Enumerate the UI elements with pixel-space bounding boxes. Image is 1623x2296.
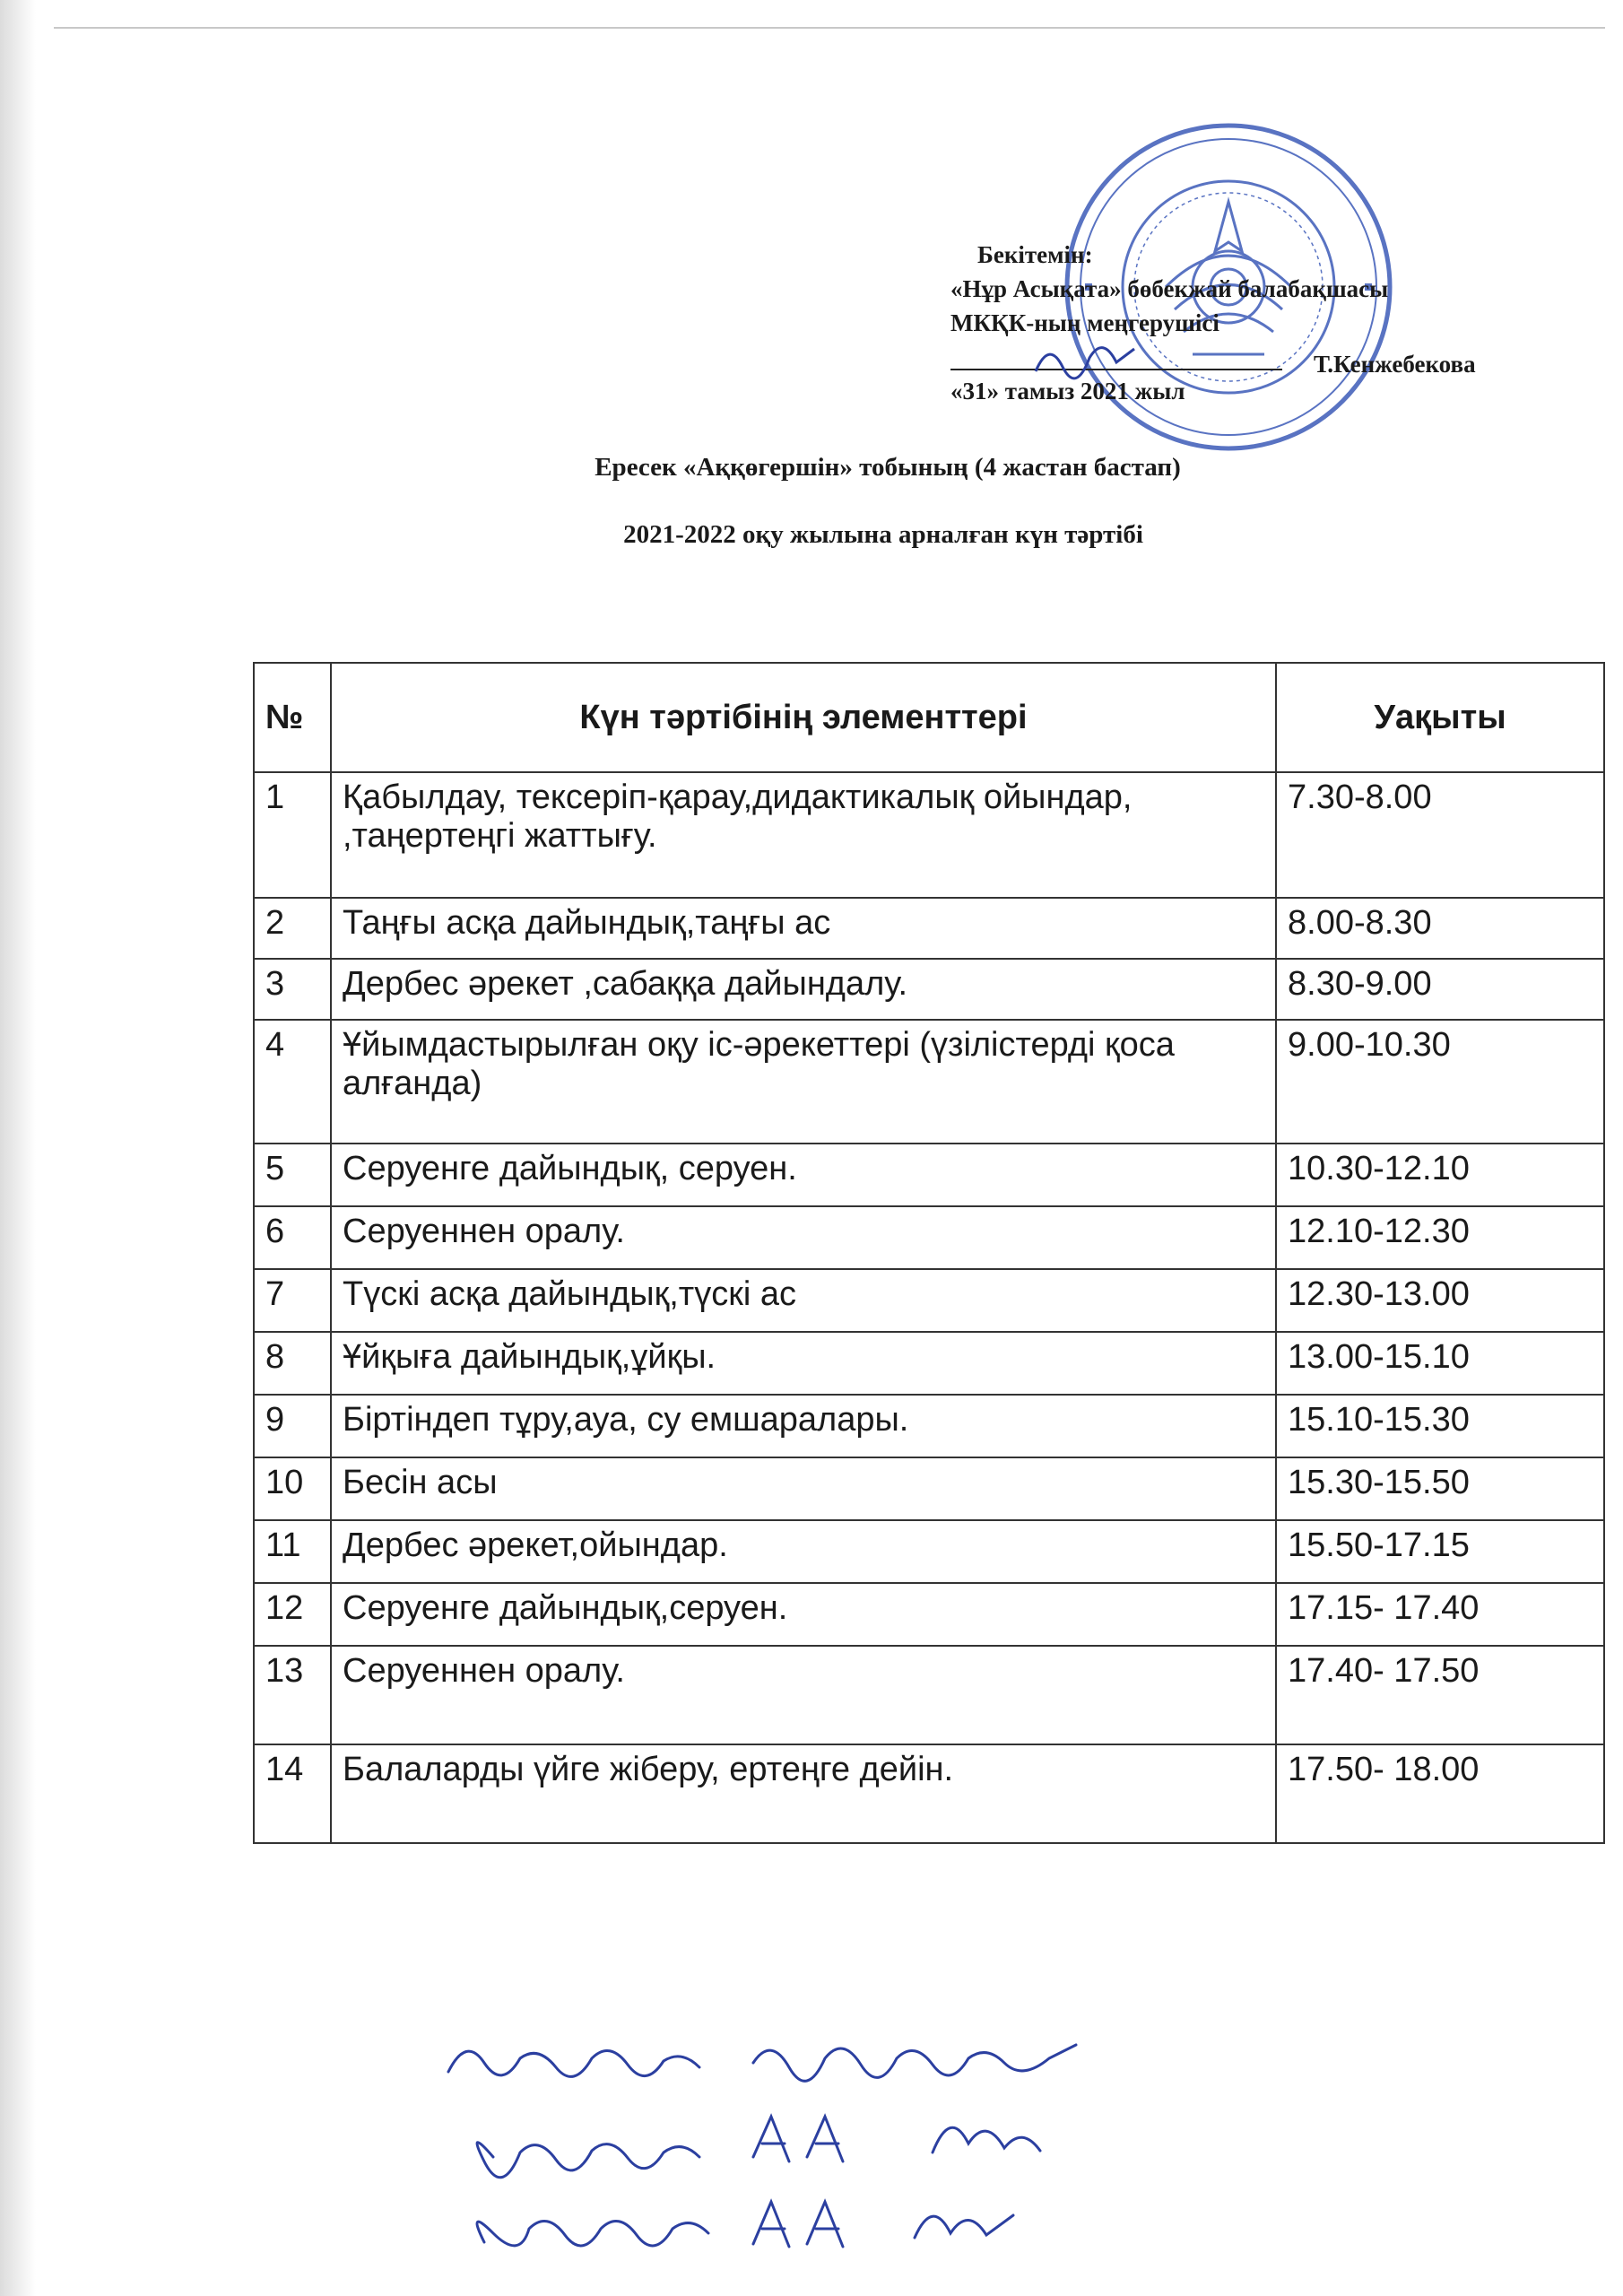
row-time: 15.10-15.30: [1276, 1395, 1604, 1457]
row-time: 17.50- 18.00: [1276, 1744, 1604, 1843]
row-number: 8: [254, 1332, 331, 1395]
row-number: 10: [254, 1457, 331, 1520]
row-number: 4: [254, 1020, 331, 1144]
table-row: [254, 959, 1604, 1020]
row-number: 6: [254, 1206, 331, 1269]
row-number: 7: [254, 1269, 331, 1332]
handwritten-teachers-note: [430, 2009, 1237, 2278]
table-row: [254, 1144, 1604, 1206]
scan-edge: [0, 0, 36, 2296]
table-row: [254, 1269, 1604, 1332]
row-time: 9.00-10.30: [1276, 1020, 1604, 1144]
approval-date: «31» тамыз 2021 жыл: [950, 378, 1185, 404]
document-title-schedule: 2021-2022 оқу жылына арналған күн тәртібі: [623, 520, 1143, 549]
row-element: Түскі асқа дайындық,түскі ас: [331, 1269, 1276, 1332]
row-time: 8.30-9.00: [1276, 959, 1604, 1020]
row-element: Қабылдау, тексеріп-қарау,дидактикалық ойындар, ,таңертеңгі жаттығу.: [331, 772, 1276, 898]
table-row: [254, 1646, 1604, 1744]
row-element: Серуенге дайындық, серуен.: [331, 1144, 1276, 1206]
row-number: 12: [254, 1583, 331, 1646]
row-time: 12.30-13.00: [1276, 1269, 1604, 1332]
row-number: 13: [254, 1646, 331, 1744]
table-header-row: [254, 663, 1604, 772]
row-number: 2: [254, 898, 331, 959]
row-element: Серуеннен оралу.: [331, 1206, 1276, 1269]
director-signature: [1031, 331, 1139, 385]
row-time: 17.15- 17.40: [1276, 1583, 1604, 1646]
table-row: [254, 1395, 1604, 1457]
director-name: Т.Кенжебекова: [1314, 351, 1476, 378]
table-row: [254, 1457, 1604, 1520]
row-time: 10.30-12.10: [1276, 1144, 1604, 1206]
approval-signature-line: [950, 340, 1596, 378]
row-time: 17.40- 17.50: [1276, 1646, 1604, 1744]
row-number: 3: [254, 959, 331, 1020]
row-element: Таңғы асқа дайындық,таңғы ас: [331, 898, 1276, 959]
scan-top-line: [54, 27, 1605, 29]
table-row: [254, 1744, 1604, 1843]
row-element: Дербес әрекет,ойындар.: [331, 1520, 1276, 1583]
row-time: 7.30-8.00: [1276, 772, 1604, 898]
table-row: [254, 1520, 1604, 1583]
row-element: Серуенге дайындық,серуен.: [331, 1583, 1276, 1646]
column-header-time: Уақыты: [1276, 663, 1604, 772]
row-time: 12.10-12.30: [1276, 1206, 1604, 1269]
table-row: [254, 898, 1604, 959]
row-time: 15.30-15.50: [1276, 1457, 1604, 1520]
row-number: 1: [254, 772, 331, 898]
approval-organization: «Нұр Асықата» бөбекжай балабақшасы: [950, 275, 1389, 302]
approval-block: [950, 238, 1596, 408]
row-element: Ұйқыға дайындық,ұйқы.: [331, 1332, 1276, 1395]
row-element: Біртіндеп тұру,ауа, су емшаралары.: [331, 1395, 1276, 1457]
table-row: [254, 1332, 1604, 1395]
table-row: [254, 1020, 1604, 1144]
approval-position: МКҚК-ның меңгерушісі: [950, 309, 1219, 336]
row-time: 8.00-8.30: [1276, 898, 1604, 959]
table-row: [254, 1583, 1604, 1646]
row-element: Бесін асы: [331, 1457, 1276, 1520]
table-row: [254, 772, 1604, 898]
row-number: 14: [254, 1744, 331, 1843]
daily-schedule-table: [253, 662, 1605, 1844]
row-element: Ұйымдастырылған оқу іс-әрекеттері (үзілістерді қоса алғанда): [331, 1020, 1276, 1144]
row-element: Дербес әрекет ,сабаққа дайындалу.: [331, 959, 1276, 1020]
row-number: 11: [254, 1520, 331, 1583]
document-title-group: Ересек «Аққөгершін» тобының (4 жастан бастап): [595, 453, 1181, 482]
approval-title: Бекітемін:: [977, 241, 1093, 268]
row-number: 9: [254, 1395, 331, 1457]
column-header-elements: Күн тәртібінің элементтері: [331, 663, 1276, 772]
row-number: 5: [254, 1144, 331, 1206]
row-time: 13.00-15.10: [1276, 1332, 1604, 1395]
table-row: [254, 1206, 1604, 1269]
row-time: 15.50-17.15: [1276, 1520, 1604, 1583]
row-element: Балаларды үйге жіберу, ертеңге дейін.: [331, 1744, 1276, 1843]
row-element: Серуеннен оралу.: [331, 1646, 1276, 1744]
column-header-number: №: [254, 663, 331, 772]
